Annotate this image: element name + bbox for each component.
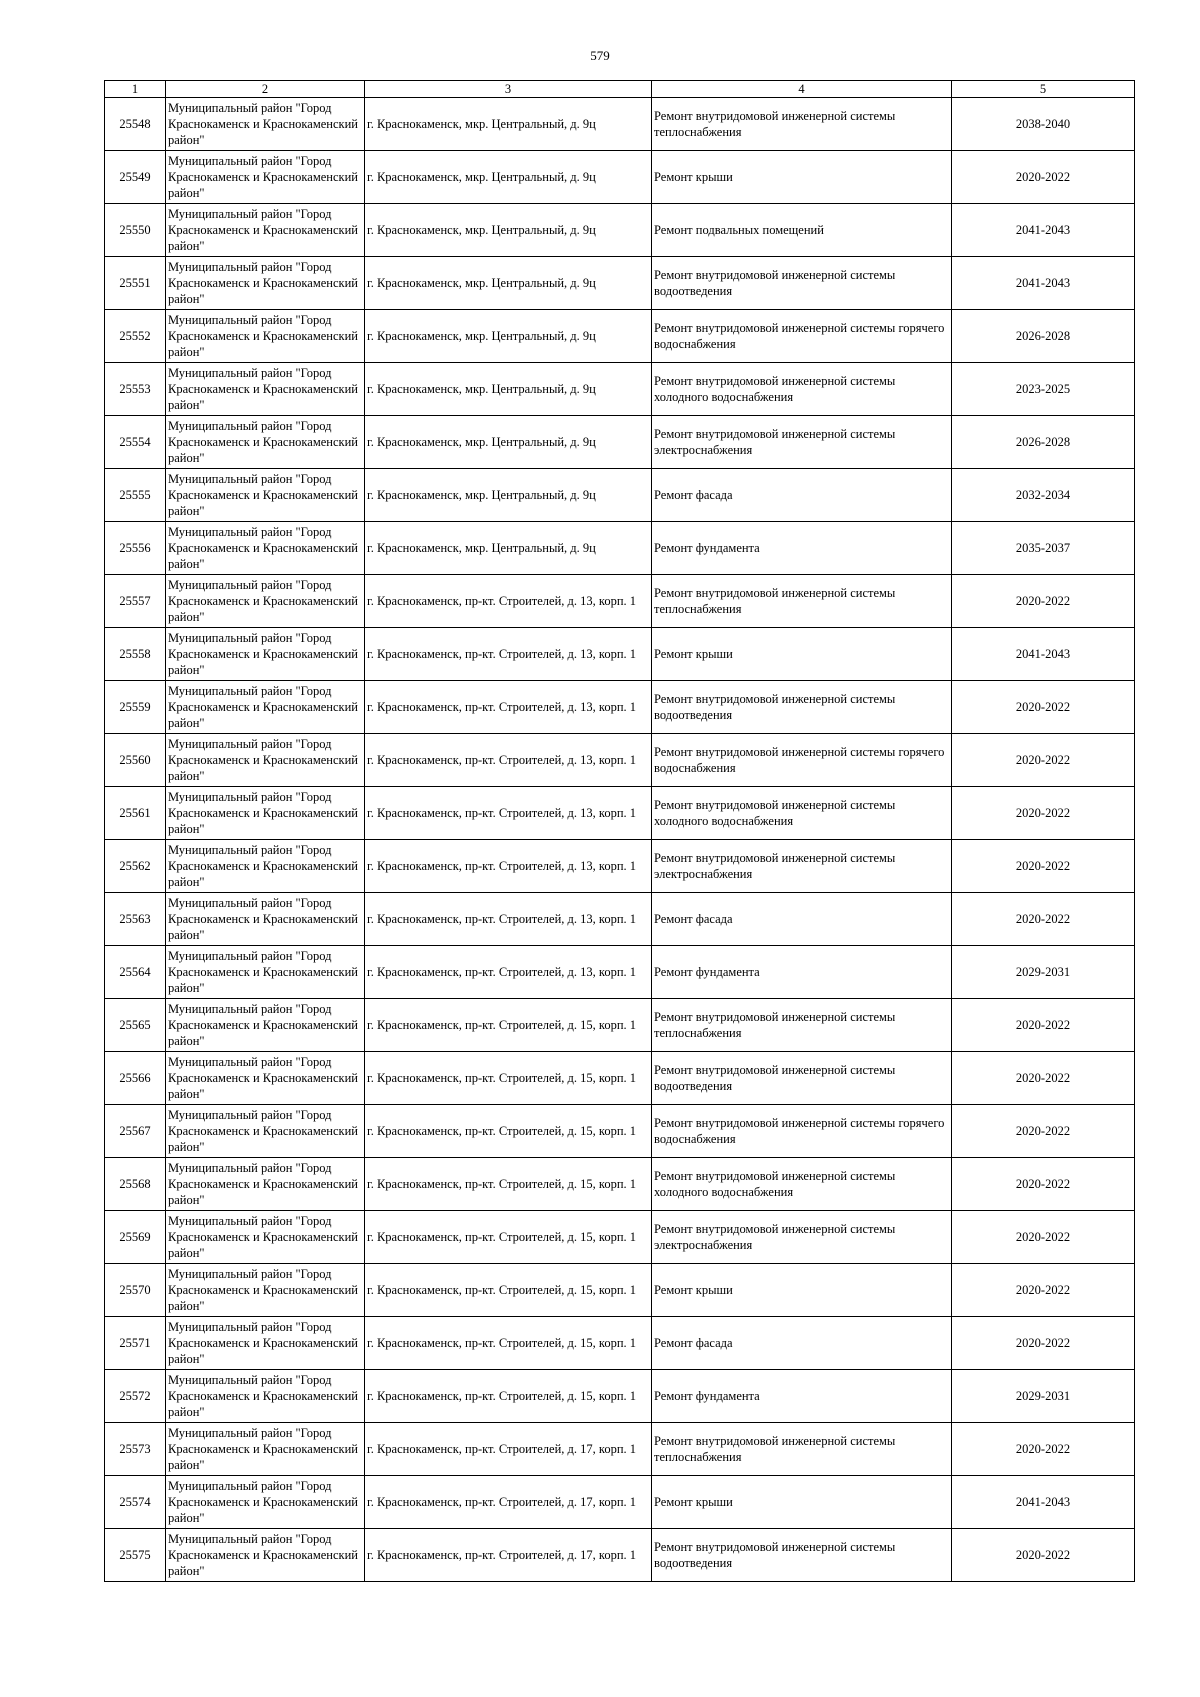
row-number: 25564: [105, 946, 166, 999]
municipality-cell: Муниципальный район "Город Краснокаменск и Краснокаменский район": [166, 893, 365, 946]
work-type-cell: Ремонт фундамента: [652, 1370, 952, 1423]
row-number: 25551: [105, 257, 166, 310]
address-cell: г. Краснокаменск, мкр. Центральный, д. 9ц: [365, 416, 652, 469]
row-number: 25563: [105, 893, 166, 946]
table-row: [105, 1158, 1135, 1211]
column-header-2: 2: [166, 81, 365, 98]
work-type-cell: Ремонт внутридомовой инженерной системы теплоснабжения: [652, 999, 952, 1052]
row-number: 25569: [105, 1211, 166, 1264]
period-cell: 2026-2028: [952, 416, 1135, 469]
address-cell: г. Краснокаменск, мкр. Центральный, д. 9ц: [365, 151, 652, 204]
work-type-cell: Ремонт внутридомовой инженерной системы теплоснабжения: [652, 575, 952, 628]
table-row: [105, 416, 1135, 469]
address-cell: г. Краснокаменск, мкр. Центральный, д. 9ц: [365, 522, 652, 575]
table-row: [105, 628, 1135, 681]
row-number: 25575: [105, 1529, 166, 1582]
work-type-cell: Ремонт крыши: [652, 628, 952, 681]
column-header-4: 4: [652, 81, 952, 98]
address-cell: г. Краснокаменск, пр-кт. Строителей, д. 15, корп. 1: [365, 1158, 652, 1211]
municipality-cell: Муниципальный район "Город Краснокаменск и Краснокаменский район": [166, 522, 365, 575]
work-type-cell: Ремонт внутридомовой инженерной системы водоотведения: [652, 257, 952, 310]
work-type-cell: Ремонт внутридомовой инженерной системы водоотведения: [652, 681, 952, 734]
address-cell: г. Краснокаменск, мкр. Центральный, д. 9ц: [365, 98, 652, 151]
municipality-cell: Муниципальный район "Город Краснокаменск и Краснокаменский район": [166, 469, 365, 522]
work-type-cell: Ремонт внутридомовой инженерной системы электроснабжения: [652, 1211, 952, 1264]
work-type-cell: Ремонт внутридомовой инженерной системы горячего водоснабжения: [652, 1105, 952, 1158]
municipality-cell: Муниципальный район "Город Краснокаменск и Краснокаменский район": [166, 416, 365, 469]
period-cell: 2020-2022: [952, 1317, 1135, 1370]
address-cell: г. Краснокаменск, пр-кт. Строителей, д. 15, корп. 1: [365, 1264, 652, 1317]
address-cell: г. Краснокаменск, пр-кт. Строителей, д. 13, корп. 1: [365, 787, 652, 840]
period-cell: 2020-2022: [952, 1052, 1135, 1105]
row-number: 25568: [105, 1158, 166, 1211]
row-number: 25553: [105, 363, 166, 416]
table-row: [105, 363, 1135, 416]
table-row: [105, 98, 1135, 151]
period-cell: 2020-2022: [952, 999, 1135, 1052]
work-type-cell: Ремонт крыши: [652, 1476, 952, 1529]
municipality-cell: Муниципальный район "Город Краснокаменск и Краснокаменский район": [166, 840, 365, 893]
table-row: [105, 204, 1135, 257]
table-row: [105, 681, 1135, 734]
municipality-cell: Муниципальный район "Город Краснокаменск и Краснокаменский район": [166, 787, 365, 840]
period-cell: 2041-2043: [952, 204, 1135, 257]
municipality-cell: Муниципальный район "Город Краснокаменск и Краснокаменский район": [166, 575, 365, 628]
period-cell: 2020-2022: [952, 151, 1135, 204]
row-number: 25554: [105, 416, 166, 469]
work-type-cell: Ремонт внутридомовой инженерной системы горячего водоснабжения: [652, 734, 952, 787]
work-type-cell: Ремонт внутридомовой инженерной системы электроснабжения: [652, 840, 952, 893]
work-type-cell: Ремонт внутридомовой инженерной системы теплоснабжения: [652, 98, 952, 151]
municipality-cell: Муниципальный район "Город Краснокаменск и Краснокаменский район": [166, 310, 365, 363]
period-cell: 2035-2037: [952, 522, 1135, 575]
work-type-cell: Ремонт фундамента: [652, 946, 952, 999]
period-cell: 2020-2022: [952, 840, 1135, 893]
address-cell: г. Краснокаменск, пр-кт. Строителей, д. 13, корп. 1: [365, 840, 652, 893]
municipality-cell: Муниципальный район "Город Краснокаменск и Краснокаменский район": [166, 257, 365, 310]
table-row: [105, 1476, 1135, 1529]
table-row: [105, 1211, 1135, 1264]
table-row: [105, 575, 1135, 628]
address-cell: г. Краснокаменск, пр-кт. Строителей, д. 13, корп. 1: [365, 628, 652, 681]
row-number: 25573: [105, 1423, 166, 1476]
work-type-cell: Ремонт внутридомовой инженерной системы холодного водоснабжения: [652, 363, 952, 416]
row-number: 25560: [105, 734, 166, 787]
municipality-cell: Муниципальный район "Город Краснокаменск и Краснокаменский район": [166, 1317, 365, 1370]
table-body: [105, 98, 1135, 1582]
period-cell: 2020-2022: [952, 1211, 1135, 1264]
period-cell: 2020-2022: [952, 1264, 1135, 1317]
row-number: 25559: [105, 681, 166, 734]
period-cell: 2029-2031: [952, 946, 1135, 999]
period-cell: 2020-2022: [952, 734, 1135, 787]
period-cell: 2020-2022: [952, 787, 1135, 840]
address-cell: г. Краснокаменск, мкр. Центральный, д. 9ц: [365, 310, 652, 363]
table-row: [105, 151, 1135, 204]
municipality-cell: Муниципальный район "Город Краснокаменск и Краснокаменский район": [166, 628, 365, 681]
table-row: [105, 734, 1135, 787]
work-type-cell: Ремонт фасада: [652, 893, 952, 946]
municipality-cell: Муниципальный район "Город Краснокаменск и Краснокаменский район": [166, 734, 365, 787]
municipality-cell: Муниципальный район "Город Краснокаменск и Краснокаменский район": [166, 681, 365, 734]
municipality-cell: Муниципальный район "Город Краснокаменск и Краснокаменский район": [166, 1158, 365, 1211]
municipality-cell: Муниципальный район "Город Краснокаменск и Краснокаменский район": [166, 1423, 365, 1476]
row-number: 25555: [105, 469, 166, 522]
municipality-cell: Муниципальный район "Город Краснокаменск и Краснокаменский район": [166, 1264, 365, 1317]
work-type-cell: Ремонт внутридомовой инженерной системы водоотведения: [652, 1529, 952, 1582]
period-cell: 2020-2022: [952, 893, 1135, 946]
work-type-cell: Ремонт внутридомовой инженерной системы холодного водоснабжения: [652, 787, 952, 840]
address-cell: г. Краснокаменск, пр-кт. Строителей, д. 17, корп. 1: [365, 1476, 652, 1529]
table-row: [105, 840, 1135, 893]
work-type-cell: Ремонт внутридомовой инженерной системы теплоснабжения: [652, 1423, 952, 1476]
address-cell: г. Краснокаменск, пр-кт. Строителей, д. 15, корп. 1: [365, 1052, 652, 1105]
work-type-cell: Ремонт внутридомовой инженерной системы электроснабжения: [652, 416, 952, 469]
header-row: [105, 81, 1135, 98]
row-number: 25566: [105, 1052, 166, 1105]
municipality-cell: Муниципальный район "Город Краснокаменск и Краснокаменский район": [166, 1529, 365, 1582]
address-cell: г. Краснокаменск, мкр. Центральный, д. 9ц: [365, 469, 652, 522]
address-cell: г. Краснокаменск, пр-кт. Строителей, д. 13, корп. 1: [365, 681, 652, 734]
table-row: [105, 1529, 1135, 1582]
municipality-cell: Муниципальный район "Город Краснокаменск и Краснокаменский район": [166, 98, 365, 151]
municipality-cell: Муниципальный район "Город Краснокаменск и Краснокаменский район": [166, 1476, 365, 1529]
work-type-cell: Ремонт внутридомовой инженерной системы горячего водоснабжения: [652, 310, 952, 363]
registry-table: [104, 80, 1135, 1582]
row-number: 25567: [105, 1105, 166, 1158]
table-row: [105, 1264, 1135, 1317]
address-cell: г. Краснокаменск, пр-кт. Строителей, д. 15, корп. 1: [365, 1370, 652, 1423]
row-number: 25562: [105, 840, 166, 893]
address-cell: г. Краснокаменск, пр-кт. Строителей, д. 15, корп. 1: [365, 999, 652, 1052]
column-header-3: 3: [365, 81, 652, 98]
period-cell: 2020-2022: [952, 681, 1135, 734]
period-cell: 2038-2040: [952, 98, 1135, 151]
address-cell: г. Краснокаменск, пр-кт. Строителей, д. 15, корп. 1: [365, 1211, 652, 1264]
address-cell: г. Краснокаменск, пр-кт. Строителей, д. 13, корп. 1: [365, 946, 652, 999]
period-cell: 2029-2031: [952, 1370, 1135, 1423]
work-type-cell: Ремонт фасада: [652, 469, 952, 522]
address-cell: г. Краснокаменск, пр-кт. Строителей, д. 13, корп. 1: [365, 893, 652, 946]
municipality-cell: Муниципальный район "Город Краснокаменск и Краснокаменский район": [166, 999, 365, 1052]
row-number: 25574: [105, 1476, 166, 1529]
table-row: [105, 893, 1135, 946]
row-number: 25572: [105, 1370, 166, 1423]
period-cell: 2020-2022: [952, 1158, 1135, 1211]
table-row: [105, 1370, 1135, 1423]
row-number: 25570: [105, 1264, 166, 1317]
row-number: 25557: [105, 575, 166, 628]
table-row: [105, 999, 1135, 1052]
table-row: [105, 946, 1135, 999]
work-type-cell: Ремонт крыши: [652, 151, 952, 204]
period-cell: 2032-2034: [952, 469, 1135, 522]
address-cell: г. Краснокаменск, пр-кт. Строителей, д. 17, корп. 1: [365, 1529, 652, 1582]
municipality-cell: Муниципальный район "Город Краснокаменск и Краснокаменский район": [166, 204, 365, 257]
work-type-cell: Ремонт внутридомовой инженерной системы водоотведения: [652, 1052, 952, 1105]
work-type-cell: Ремонт крыши: [652, 1264, 952, 1317]
row-number: 25552: [105, 310, 166, 363]
period-cell: 2041-2043: [952, 257, 1135, 310]
column-header-5: 5: [952, 81, 1135, 98]
row-number: 25556: [105, 522, 166, 575]
work-type-cell: Ремонт внутридомовой инженерной системы холодного водоснабжения: [652, 1158, 952, 1211]
municipality-cell: Муниципальный район "Город Краснокаменск и Краснокаменский район": [166, 1370, 365, 1423]
table-row: [105, 1317, 1135, 1370]
table-row: [105, 1105, 1135, 1158]
table-header: [105, 81, 1135, 98]
table-row: [105, 310, 1135, 363]
work-type-cell: Ремонт подвальных помещений: [652, 204, 952, 257]
address-cell: г. Краснокаменск, мкр. Центральный, д. 9ц: [365, 363, 652, 416]
work-type-cell: Ремонт фундамента: [652, 522, 952, 575]
period-cell: 2020-2022: [952, 1105, 1135, 1158]
row-number: 25548: [105, 98, 166, 151]
period-cell: 2026-2028: [952, 310, 1135, 363]
address-cell: г. Краснокаменск, пр-кт. Строителей, д. 15, корп. 1: [365, 1105, 652, 1158]
row-number: 25550: [105, 204, 166, 257]
address-cell: г. Краснокаменск, пр-кт. Строителей, д. 13, корп. 1: [365, 734, 652, 787]
period-cell: 2020-2022: [952, 575, 1135, 628]
row-number: 25558: [105, 628, 166, 681]
period-cell: 2020-2022: [952, 1423, 1135, 1476]
table-row: [105, 257, 1135, 310]
municipality-cell: Муниципальный район "Город Краснокаменск и Краснокаменский район": [166, 1211, 365, 1264]
municipality-cell: Муниципальный район "Город Краснокаменск и Краснокаменский район": [166, 363, 365, 416]
municipality-cell: Муниципальный район "Город Краснокаменск и Краснокаменский район": [166, 1052, 365, 1105]
table-row: [105, 1052, 1135, 1105]
column-header-1: 1: [105, 81, 166, 98]
row-number: 25565: [105, 999, 166, 1052]
address-cell: г. Краснокаменск, пр-кт. Строителей, д. 17, корп. 1: [365, 1423, 652, 1476]
work-type-cell: Ремонт фасада: [652, 1317, 952, 1370]
row-number: 25571: [105, 1317, 166, 1370]
table-row: [105, 469, 1135, 522]
row-number: 25561: [105, 787, 166, 840]
address-cell: г. Краснокаменск, мкр. Центральный, д. 9ц: [365, 257, 652, 310]
address-cell: г. Краснокаменск, пр-кт. Строителей, д. 13, корп. 1: [365, 575, 652, 628]
page-number: 579: [590, 48, 610, 63]
table-row: [105, 1423, 1135, 1476]
table-row: [105, 522, 1135, 575]
table-row: [105, 787, 1135, 840]
period-cell: 2041-2043: [952, 628, 1135, 681]
address-cell: г. Краснокаменск, пр-кт. Строителей, д. 15, корп. 1: [365, 1317, 652, 1370]
row-number: 25549: [105, 151, 166, 204]
period-cell: 2023-2025: [952, 363, 1135, 416]
address-cell: г. Краснокаменск, мкр. Центральный, д. 9ц: [365, 204, 652, 257]
municipality-cell: Муниципальный район "Город Краснокаменск и Краснокаменский район": [166, 946, 365, 999]
period-cell: 2020-2022: [952, 1529, 1135, 1582]
municipality-cell: Муниципальный район "Город Краснокаменск и Краснокаменский район": [166, 151, 365, 204]
period-cell: 2041-2043: [952, 1476, 1135, 1529]
municipality-cell: Муниципальный район "Город Краснокаменск и Краснокаменский район": [166, 1105, 365, 1158]
